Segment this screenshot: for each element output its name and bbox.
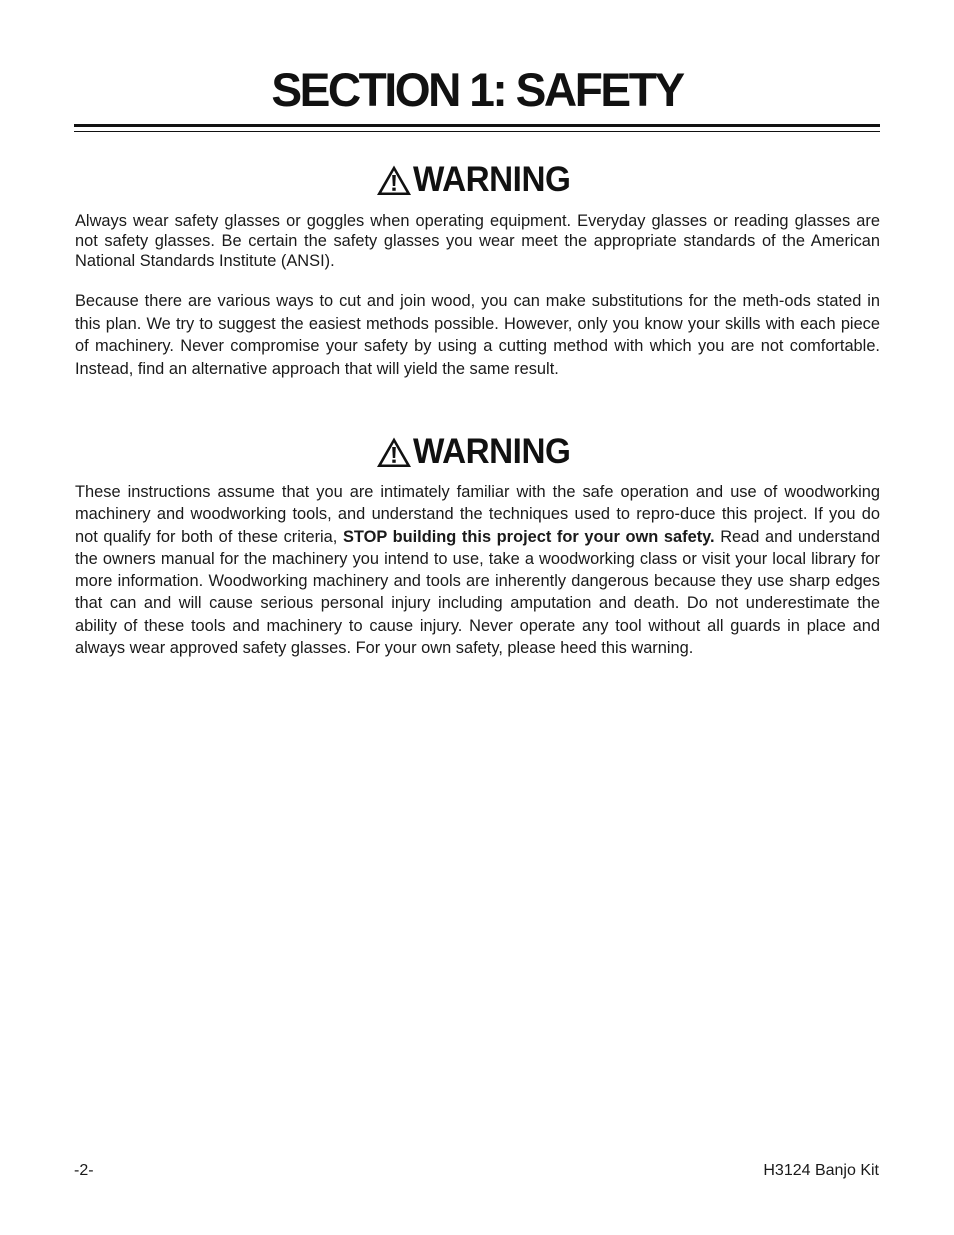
page-title: SECTION 1: SAFETY — [271, 63, 683, 116]
paragraph-substitutions: Because there are various ways to cut and join wood, you can make substitutions for the meth-ods stated in this plan. We try to suggest the easiest methods possible. However, only you know your skills with each piece of machinery. Never compromise your safety by using a cutting method with which you are not comfortable. Instead, find an alternative approach that will yield the same result. — [75, 292, 880, 378]
paragraph-text: Read and understand the owners manual for the machinery you intend to use, take a woodworking class or visit your local library for more information. Woodworking machinery and tools are inherently dangerous because they use sharp edges that can and will cause serious personal injury including amputation and death. Do not underestimate the ability of these tools and machinery to cause injury. Never operate any tool without all guards in place and always wear approved safety glasses. For your own safety, please heed this warning. — [75, 527, 880, 658]
warning-heading — [0, 432, 954, 472]
warning-triangle-icon — [376, 164, 412, 196]
title-rule-thin — [74, 131, 880, 132]
paragraph-instructions-warning — [75, 481, 880, 659]
document-name: H3124 Banjo Kit — [763, 1162, 879, 1179]
paragraph-text: These instructions assume that you are intimately familiar with the safe operation and use of woodworking machinery and woodworking tools, and understand the techniques used to repro-duce this project. If you do not qualify for both of these criteria, — [75, 483, 880, 546]
title-rule-thick — [74, 124, 880, 127]
paragraph-safety-glasses: Always wear safety glasses or goggles when operating equipment. Everyday glasses or reading glasses are not safety glasses. Be certain the safety glasses you wear meet the appropriate standards of the American National Standards Institute (ANSI). — [75, 212, 880, 270]
warning-heading — [0, 160, 954, 200]
page-number: -2- — [74, 1162, 94, 1179]
warning-triangle-icon — [376, 436, 412, 468]
stop-building-emphasis: STOP building this project for your own safety. — [342, 527, 715, 546]
warning-label: WARNING — [412, 160, 571, 199]
warning-label: WARNING — [412, 432, 571, 471]
